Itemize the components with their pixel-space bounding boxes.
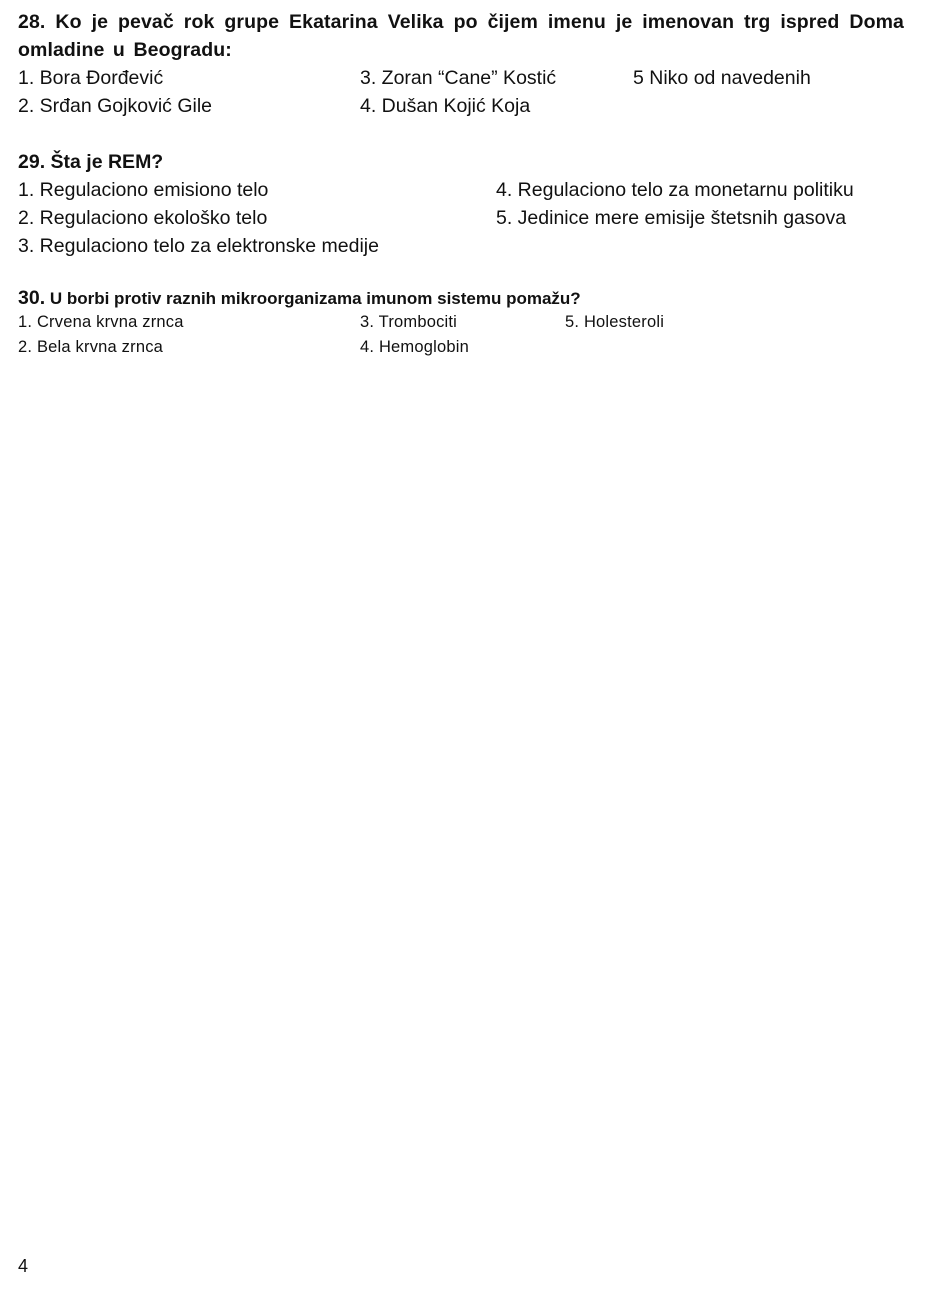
question-text: Šta je REM? bbox=[50, 151, 164, 173]
question-title bbox=[18, 8, 904, 64]
question-29 bbox=[18, 148, 904, 286]
answer-option: 1. Crvena krvna zrnca bbox=[18, 313, 184, 331]
question-number: 29. bbox=[18, 151, 46, 173]
answer-option: 5 Niko od navedenih bbox=[633, 67, 811, 89]
answer-option: 3. Zoran “Cane” Kostić bbox=[360, 67, 557, 89]
answer-option: 4. Regulaciono telo za monetarnu politiku bbox=[496, 179, 854, 201]
answer-option: 5. Holesteroli bbox=[565, 313, 665, 331]
answer-option: 4. Hemoglobin bbox=[360, 338, 469, 356]
question-number: 30. bbox=[18, 287, 46, 309]
question-title bbox=[18, 286, 904, 311]
question-30 bbox=[18, 286, 904, 366]
answer-option: 3. Regulaciono telo za elektronske medije bbox=[18, 235, 379, 257]
question-title bbox=[18, 148, 904, 176]
answer-option: 2. Regulaciono ekološko telo bbox=[18, 207, 268, 229]
answer-option: 1. Regulaciono emisiono telo bbox=[18, 179, 269, 201]
answer-option: 3. Trombociti bbox=[360, 313, 458, 331]
question-text: U borbi protiv raznih mikroorganizama imunom sistemu pomažu? bbox=[49, 289, 581, 308]
question-text: Ko je pevač rok grupe Ekatarina Velika po čijem imenu je imenovan trg ispred Doma omladine u Beogradu: bbox=[18, 11, 904, 61]
answer-option: 4. Dušan Kojić Koja bbox=[360, 95, 531, 117]
answer-option: 2. Bela krvna zrnca bbox=[18, 338, 164, 356]
question-number: 28. bbox=[18, 11, 46, 33]
answer-option: 2. Srđan Gojković Gile bbox=[18, 95, 213, 117]
page-number: 4 bbox=[18, 1256, 29, 1276]
document-page bbox=[18, 8, 904, 366]
question-28 bbox=[18, 8, 904, 148]
answer-option: 1. Bora Đorđević bbox=[18, 67, 164, 89]
answer-option: 5. Jedinice mere emisije štetsnih gasova bbox=[496, 207, 847, 229]
